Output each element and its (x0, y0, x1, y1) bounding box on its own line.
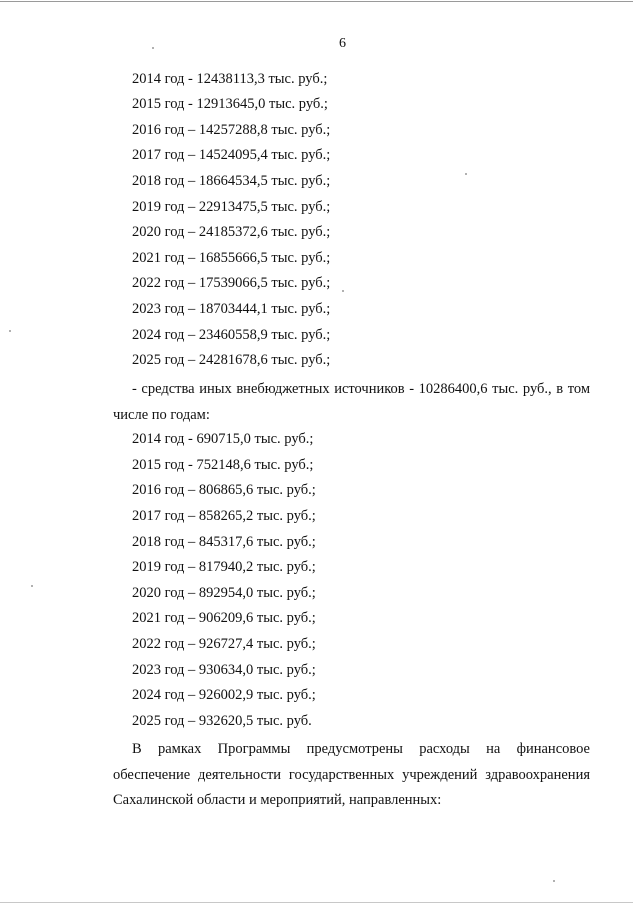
list-item: 2017 год – 858265,2 тыс. руб.; (132, 508, 316, 524)
list-item: 2025 год – 24281678,6 тыс. руб.; (132, 352, 331, 368)
list-item: 2024 год – 23460558,9 тыс. руб.; (132, 327, 331, 343)
list-item: 2021 год – 906209,6 тыс. руб.; (132, 610, 316, 626)
list-item: 2017 год – 14524095,4 тыс. руб.; (132, 147, 331, 163)
top-scan-edge (0, 1, 633, 2)
paragraph-other-sources: - средства иных внебюджетных источников - 10286400,6 тыс. руб., в том числе по годам: (113, 381, 590, 423)
list-item: 2014 год - 12438113,3 тыс. руб.; (132, 71, 328, 87)
scan-speck (342, 290, 344, 292)
list-item: 2021 год – 16855666,5 тыс. руб.; (132, 250, 331, 266)
list-item: 2024 год – 926002,9 тыс. руб.; (132, 687, 316, 703)
list-item: 2022 год – 17539066,5 тыс. руб.; (132, 275, 331, 291)
list-item: 2015 год - 752148,6 тыс. руб.; (132, 457, 314, 473)
list-item: 2018 год – 18664534,5 тыс. руб.; (132, 173, 331, 189)
scan-speck (9, 330, 11, 332)
list-item: 2023 год – 930634,0 тыс. руб.; (132, 662, 316, 678)
list-item: 2016 год – 806865,6 тыс. руб.; (132, 482, 316, 498)
list-item: 2015 год - 12913645,0 тыс. руб.; (132, 96, 328, 112)
list-item: 2018 год – 845317,6 тыс. руб.; (132, 534, 316, 550)
scan-speck (152, 47, 154, 49)
list-item: 2020 год – 24185372,6 тыс. руб.; (132, 224, 331, 240)
paragraph-program-expenses: В рамках Программы предусмотрены расходы на финансовое обеспечение деятельности государственных учреждений здравоохранения Сахалинской области и мероприятий, направленных: (113, 741, 590, 808)
list-item: 2016 год – 14257288,8 тыс. руб.; (132, 122, 331, 138)
list-item: 2022 год – 926727,4 тыс. руб.; (132, 636, 316, 652)
list-item: 2014 год - 690715,0 тыс. руб.; (132, 431, 314, 447)
bottom-scan-edge (0, 902, 633, 903)
page-number: 6 (339, 36, 346, 51)
list-item: 2019 год – 22913475,5 тыс. руб.; (132, 199, 331, 215)
scan-speck (465, 173, 467, 175)
list-item: 2023 год – 18703444,1 тыс. руб.; (132, 301, 331, 317)
scan-speck (31, 585, 33, 587)
list-item: 2020 год – 892954,0 тыс. руб.; (132, 585, 316, 601)
list-item: 2025 год – 932620,5 тыс. руб. (132, 713, 312, 729)
list-item: 2019 год – 817940,2 тыс. руб.; (132, 559, 316, 575)
scan-speck (553, 880, 555, 882)
